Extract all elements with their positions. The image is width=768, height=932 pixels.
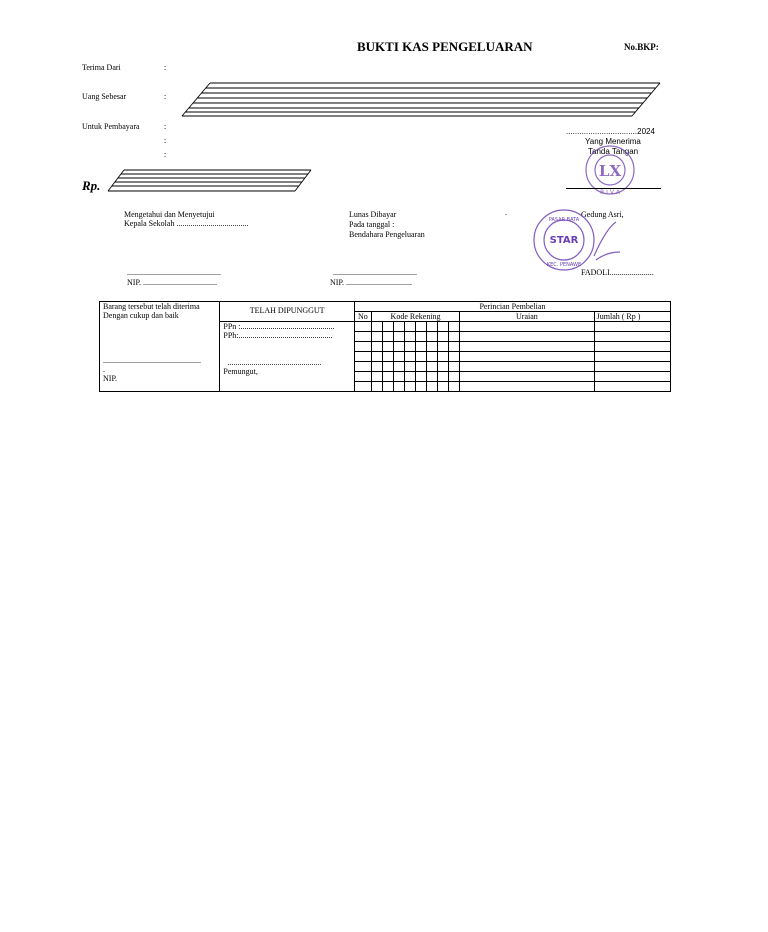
received-cell xyxy=(100,302,220,392)
store-stamp-bottom: KEC. PENAWE xyxy=(546,262,582,268)
tax-dots: ............................................... xyxy=(227,358,322,367)
receipt-date: ................................2024 xyxy=(566,127,655,136)
field-colon: : xyxy=(164,63,167,72)
field-colon: : xyxy=(164,122,167,131)
amount-number-lines xyxy=(107,169,313,193)
tax-cell xyxy=(220,322,354,392)
approval-line1: Mengetahui dan Menyetujui xyxy=(124,210,215,219)
amount-words-lines xyxy=(180,82,662,118)
field-colon: : xyxy=(164,150,167,159)
tax-ppn: PPn :............................................... xyxy=(223,322,335,331)
store-stamp-top: PASAR BATA xyxy=(548,217,580,223)
field-label-uang-sebesar: Uang Sebesar xyxy=(82,92,127,101)
detail-header: Perincian Pembelian xyxy=(354,302,670,312)
approval-nip: NIP. ..................................... xyxy=(127,278,218,287)
paid-line3: Bendahara Pengeluaran xyxy=(349,230,425,239)
receiver-stamp-text: LX xyxy=(598,162,622,180)
store-stamp-main: STAR xyxy=(549,235,579,246)
received-line2: Dengan cukup dan baik xyxy=(103,311,179,320)
receiver-stamp-bottom: R I V A xyxy=(600,189,620,196)
received-dot: . xyxy=(103,365,105,374)
col-no: No xyxy=(354,312,371,322)
store-stamp xyxy=(532,208,624,272)
received-nip: NIP. xyxy=(103,374,118,383)
document-title: BUKTI KAS PENGELUARAN xyxy=(357,39,533,54)
approval-signature-dots: ............................................... xyxy=(127,268,221,277)
received-dots: ................................................. xyxy=(103,356,201,365)
field-label-terima-dari: Terima Dari xyxy=(82,63,121,72)
tax-pph: PPh:............................................... xyxy=(223,331,333,340)
paid-signature-dots: .......................................... xyxy=(333,268,417,277)
col-description: Uraian xyxy=(460,312,594,322)
received-line1: Barang tersebut telah diterima xyxy=(103,302,200,311)
bkp-number-label: No.BKP: xyxy=(624,42,659,52)
col-account: Kode Rekening xyxy=(371,312,459,322)
field-colon: : xyxy=(164,136,167,145)
receiver-signature-line xyxy=(566,188,661,189)
approval-line2: Kepala Sekolah .................................... xyxy=(124,219,249,228)
tax-header: TELAH DIPUNGGUT xyxy=(220,302,354,322)
collector-label: Pemungut, xyxy=(223,367,258,376)
store-location: Gedung Asri, xyxy=(581,210,624,219)
field-colon: : xyxy=(164,92,167,101)
paid-line1: Lunas Dibayar xyxy=(349,210,397,219)
rp-label: Rp. xyxy=(82,178,101,193)
signature-label: Tanda Tangan xyxy=(588,147,639,156)
purchase-table xyxy=(99,301,671,392)
store-dot: . xyxy=(505,208,507,217)
paid-line2: Pada tanggal : xyxy=(349,220,395,229)
field-label-untuk-pembayaran: Untuk Pembayara xyxy=(82,122,140,131)
paid-nip: NIP. ................................. xyxy=(330,278,413,287)
col-amount: Jumlah ( Rp ) xyxy=(594,312,670,322)
store-signer: FADOLI...................... xyxy=(581,268,654,277)
receiver-title: Yang Menerima xyxy=(585,137,641,146)
